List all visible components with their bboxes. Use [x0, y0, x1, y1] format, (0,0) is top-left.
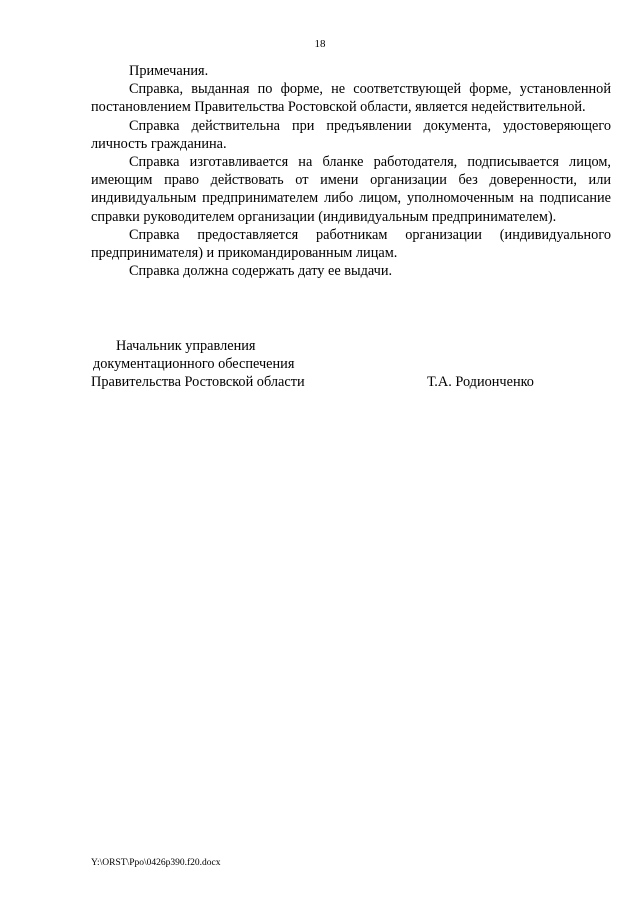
file-path: Y:\ORST\Ppo\0426p390.f20.docx [91, 858, 221, 868]
signatory-position-line: Правительства Ростовской области [91, 374, 305, 391]
signatory-position-row [91, 373, 611, 391]
note-paragraph: Справка изготавливается на бланке работодателя, подписывается лицом, имеющим право действовать от имени организации без доверенности, или индивидуальным предпринимателем либо лицом, уполномоченным на подписание справки руководителем организации (индивидуальным предпринимателем). [91, 154, 611, 225]
note-paragraph: Справка действительна при предъявлении документа, удостоверяющего личность гражданина. [91, 117, 611, 152]
signatory-position-line: Начальник управления [116, 338, 256, 354]
signature-block [91, 337, 611, 392]
note-paragraph: Справка должна содержать дату ее выдачи. [129, 263, 393, 280]
signatory-position-line: документационного обеспечения [93, 356, 295, 373]
notes-section [91, 62, 611, 280]
page-number: 18 [314, 38, 326, 50]
note-paragraph: Справка предоставляется работникам организации (индивидуального предпринимателя) и прикомандированным лицам. [91, 226, 611, 262]
signatory-name: Т.А. Родионченко [427, 374, 534, 391]
note-paragraph: Справка, выданная по форме, не соответствующей форме, установленной постановлением Правительства Ростовской области, является недействительной. [91, 81, 611, 116]
notes-heading: Примечания. [129, 63, 209, 79]
